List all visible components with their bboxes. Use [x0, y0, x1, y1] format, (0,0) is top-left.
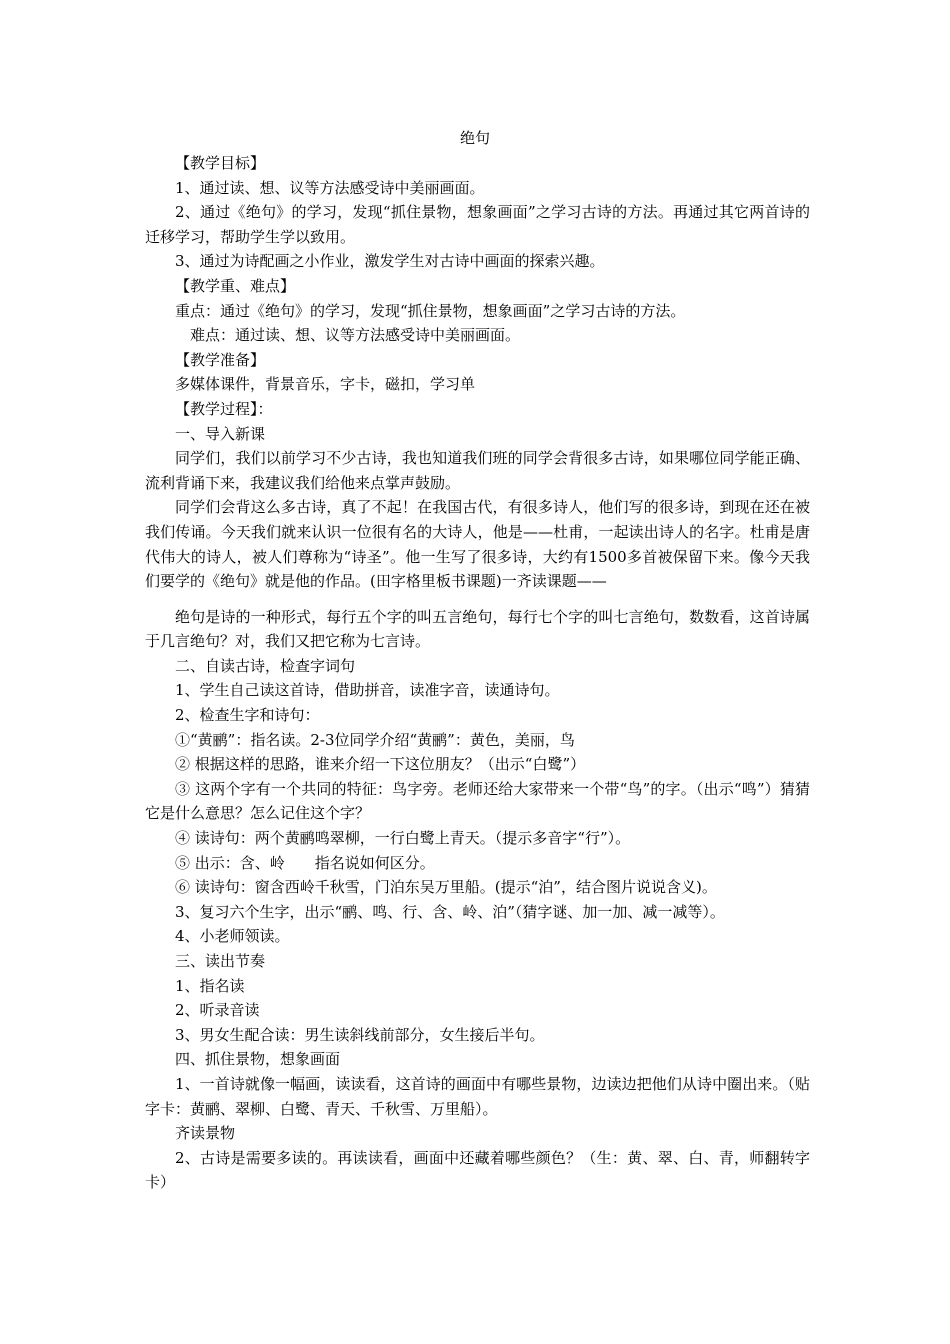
step-heading-3: 三、读出节奏	[175, 952, 266, 970]
step-2-item-1: 1、学生自己读这首诗，借助拼音，读准字音，读通诗句。	[175, 681, 560, 700]
step-3-item-3: 3、男女生配合读：男生读斜线前部分，女生接后半句。	[175, 1025, 545, 1044]
section-heading-objectives: 【教学目标】	[175, 154, 266, 172]
step-4-item-1: 1、一首诗就像一幅画，读读看，这首诗的画面中有哪些景物，边读边把他们从诗中圈出来。（贴字卡：黄鹂、翠柳、白鹭、青天、千秋雪、万里船）。	[145, 1074, 810, 1118]
check-item-3: ③ 这两个字有一个共同的特征：鸟字旁。老师还给大家带来一个带“鸟”的字。（出示“鸣”）猜猜它是什么意思？怎么记住这个字？	[145, 779, 810, 823]
section-heading-preparation: 【教学准备】	[175, 350, 266, 369]
section-heading-process: 【教学过程】：	[175, 399, 273, 418]
step-2-item-3: 3、复习六个生字，出示“鹂、鸣、行、含、岭、泊”（猜字谜、加一加、减一减等）。	[175, 902, 725, 921]
check-item-6: ⑥ 读诗句：窗含西岭千秋雪，门泊东吴万里船。(提示“泊”，结合图片说说含义)。	[175, 878, 717, 897]
step-heading-2: 二、自读古诗，检查字词句	[175, 656, 356, 675]
paragraph-intro-3: 绝句是诗的一种形式，每行五个字的叫五言绝句，每行七个字的叫七言绝句，数数看，这首诗属于几言绝句？对，我们又把它称为七言诗。	[145, 607, 810, 651]
key-point: 重点：通过《绝句》的学习，发现“抓住景物，想象画面”之学习古诗的方法。	[175, 301, 686, 320]
check-item-5: ⑤ 出示：含、岭 指名说如何区分。	[175, 853, 435, 872]
preparation-items: 多媒体课件，背景音乐，字卡，磁扣，学习单	[175, 375, 476, 394]
step-4-note: 齐读景物	[175, 1124, 236, 1143]
step-heading-1: 一、导入新课	[175, 424, 266, 443]
step-3-item-1: 1、指名读	[175, 976, 245, 995]
difficult-point: 难点：通过读、想、议等方法感受诗中美丽画面。	[190, 326, 521, 345]
objective-1: 1、通过读、想、议等方法感受诗中美丽画面。	[175, 178, 485, 197]
step-heading-4: 四、抓住景物，想象画面	[175, 1050, 341, 1069]
step-4-item-2: 2、古诗是需要多读的。再读读看，画面中还藏着哪些颜色？（生：黄、翠、白、青，师翻转字卡）	[145, 1148, 810, 1192]
check-item-2: ② 根据这样的思路，谁来介绍一下这位朋友？（出示“白鹭”）	[175, 755, 586, 774]
step-2-item-2: 2、检查生字和诗句：	[175, 706, 320, 725]
section-heading-key-points: 【教学重、难点】	[175, 276, 296, 295]
document-body	[145, 151, 810, 1195]
step-2-item-4: 4、小老师领读。	[175, 927, 290, 946]
document-title: 绝句	[459, 129, 490, 147]
paragraph-intro-1: 同学们，我们以前学习不少古诗，我也知道我们班的同学会背很多古诗，如果哪位同学能正确、流利背诵下来，我建议我们给他来点掌声鼓励。	[145, 449, 810, 492]
paragraph-intro-2: 同学们会背这么多古诗，真了不起！在我国古代，有很多诗人，他们写的很多诗，到现在还在被我们传诵。今天我们就来认识一位很有名的大诗人，他是——杜甫，一起读出诗人的名字。杜甫是唐代伟大的诗人，被人们尊称为“诗圣”。他一生写了很多诗，大约有1500多首被保留下来。像今天我们要学的《绝句》就是他的作品。(田字格里板书课题)一齐读课题——	[145, 498, 810, 591]
check-item-4: ④ 读诗句：两个黄鹂鸣翠柳，一行白鹭上青天。（提示多音字“行”）。	[175, 829, 631, 848]
objective-3: 3、通过为诗配画之小作业，激发学生对古诗中画面的探索兴趣。	[175, 252, 605, 271]
objective-2: 2、通过《绝句》的学习，发现“抓住景物，想象画面”之学习古诗的方法。再通过其它两首诗的迁移学习，帮助学生学以致用。	[145, 203, 810, 246]
check-item-1: ①“黄鹂”：指名读。2-3位同学介绍“黄鹂”：黄色，美丽，鸟	[175, 730, 575, 749]
step-3-item-2: 2、听录音读	[175, 1001, 260, 1020]
